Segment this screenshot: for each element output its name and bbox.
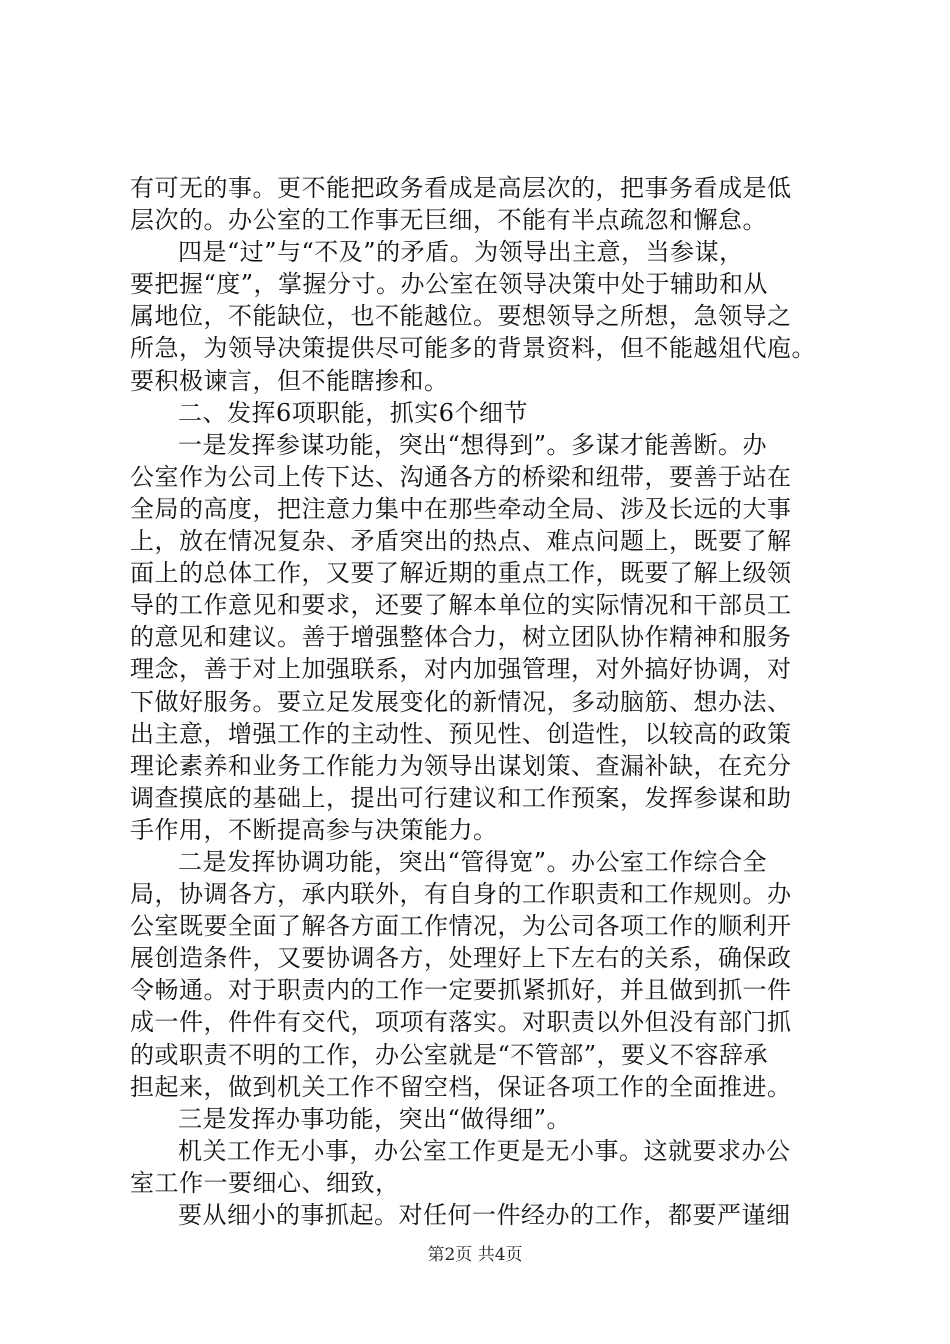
text-line: 上，放在情况复杂、矛盾突出的热点、难点问题上，既要了解 — [130, 527, 792, 556]
text-line: 下做好服务。要立足发展变化的新情况，多动脑筋、想办法、 — [130, 687, 792, 716]
text-line: 二、发挥6项职能，抓实6个细节 — [178, 398, 529, 427]
text-line: 的或职责不明的工作，办公室就是“不管部”，要义不容辞承 — [130, 1040, 769, 1069]
text-line: 公室既要全面了解各方面工作情况，为公司各项工作的顺利开 — [130, 912, 792, 941]
text-line: 要把握“度”，掌握分寸。办公室在领导决策中处于辅助和从 — [130, 270, 769, 299]
text-line: 室工作一要细心、细致， — [130, 1168, 400, 1197]
text-line: 局，协调各方，承内联外，有自身的工作职责和工作规则。办 — [130, 880, 792, 909]
text-line: 手作用，不断提高参与决策能力。 — [130, 815, 498, 844]
text-line: 成一件，件件有交代，项项有落实。对职责以外但没有部门抓 — [130, 1008, 792, 1037]
text-line: 所急，为领导决策提供尽可能多的背景资料，但不能越俎代庖。 — [130, 334, 816, 363]
text-line: 层次的。办公室的工作事无巨细，不能有半点疏忽和懈怠。 — [130, 206, 767, 235]
text-line: 公室作为公司上传下达、沟通各方的桥梁和纽带，要善于站在 — [130, 462, 792, 491]
text-line: 有可无的事。更不能把政务看成是高层次的，把事务看成是低 — [130, 174, 792, 202]
text-line: 理念，善于对上加强联系，对内加强管理，对外搞好协调，对 — [130, 655, 792, 684]
text-line: 导的工作意见和要求，还要了解本单位的实际情况和干部员工 — [130, 591, 792, 620]
document-body — [130, 172, 830, 1231]
text-line: 面上的总体工作，又要了解近期的重点工作，既要了解上级领 — [130, 559, 792, 588]
text-line: 理论素养和业务工作能力为领导出谋划策、查漏补缺，在充分 — [130, 751, 792, 780]
text-line: 担起来，做到机关工作不留空档，保证各项工作的全面推进。 — [130, 1072, 792, 1101]
text-line: 三是发挥办事功能，突出“做得细”。 — [178, 1104, 572, 1133]
text-line: 要积极谏言，但不能瞎掺和。 — [130, 366, 449, 395]
text-line: 属地位，不能缺位，也不能越位。要想领导之所想，急领导之 — [130, 302, 792, 331]
text-line: 机关工作无小事，办公室工作更是无小事。这就要求办公 — [178, 1136, 791, 1165]
text-line: 的意见和建议。善于增强整体合力，树立团队协作精神和服务 — [130, 623, 792, 652]
text-line: 调查摸底的基础上，提出可行建议和工作预案，发挥参谋和助 — [130, 783, 792, 812]
text-line: 四是“过”与“不及”的矛盾。为领导出主意，当参谋， — [178, 238, 744, 267]
text-line: 二是发挥协调功能，突出“管得宽”。办公室工作综合全 — [178, 847, 768, 876]
text-line: 展创造条件，又要协调各方，处理好上下左右的关系，确保政 — [130, 944, 792, 973]
text-line: 要从细小的事抓起。对任何一件经办的工作，都要严谨细 — [178, 1201, 791, 1229]
text-line: 全局的高度，把注意力集中在那些牵动全局、涉及长远的大事 — [130, 494, 792, 523]
text-line: 令畅通。对于职责内的工作一定要抓紧抓好，并且做到抓一件 — [130, 976, 792, 1005]
text-line: 一是发挥参谋功能，突出“想得到”。多谋才能善断。办 — [178, 430, 768, 459]
text-line: 出主意，增强工作的主动性、预见性、创造性，以较高的政策 — [130, 719, 792, 748]
page-footer: 第2页 共4页 — [427, 1245, 523, 1265]
